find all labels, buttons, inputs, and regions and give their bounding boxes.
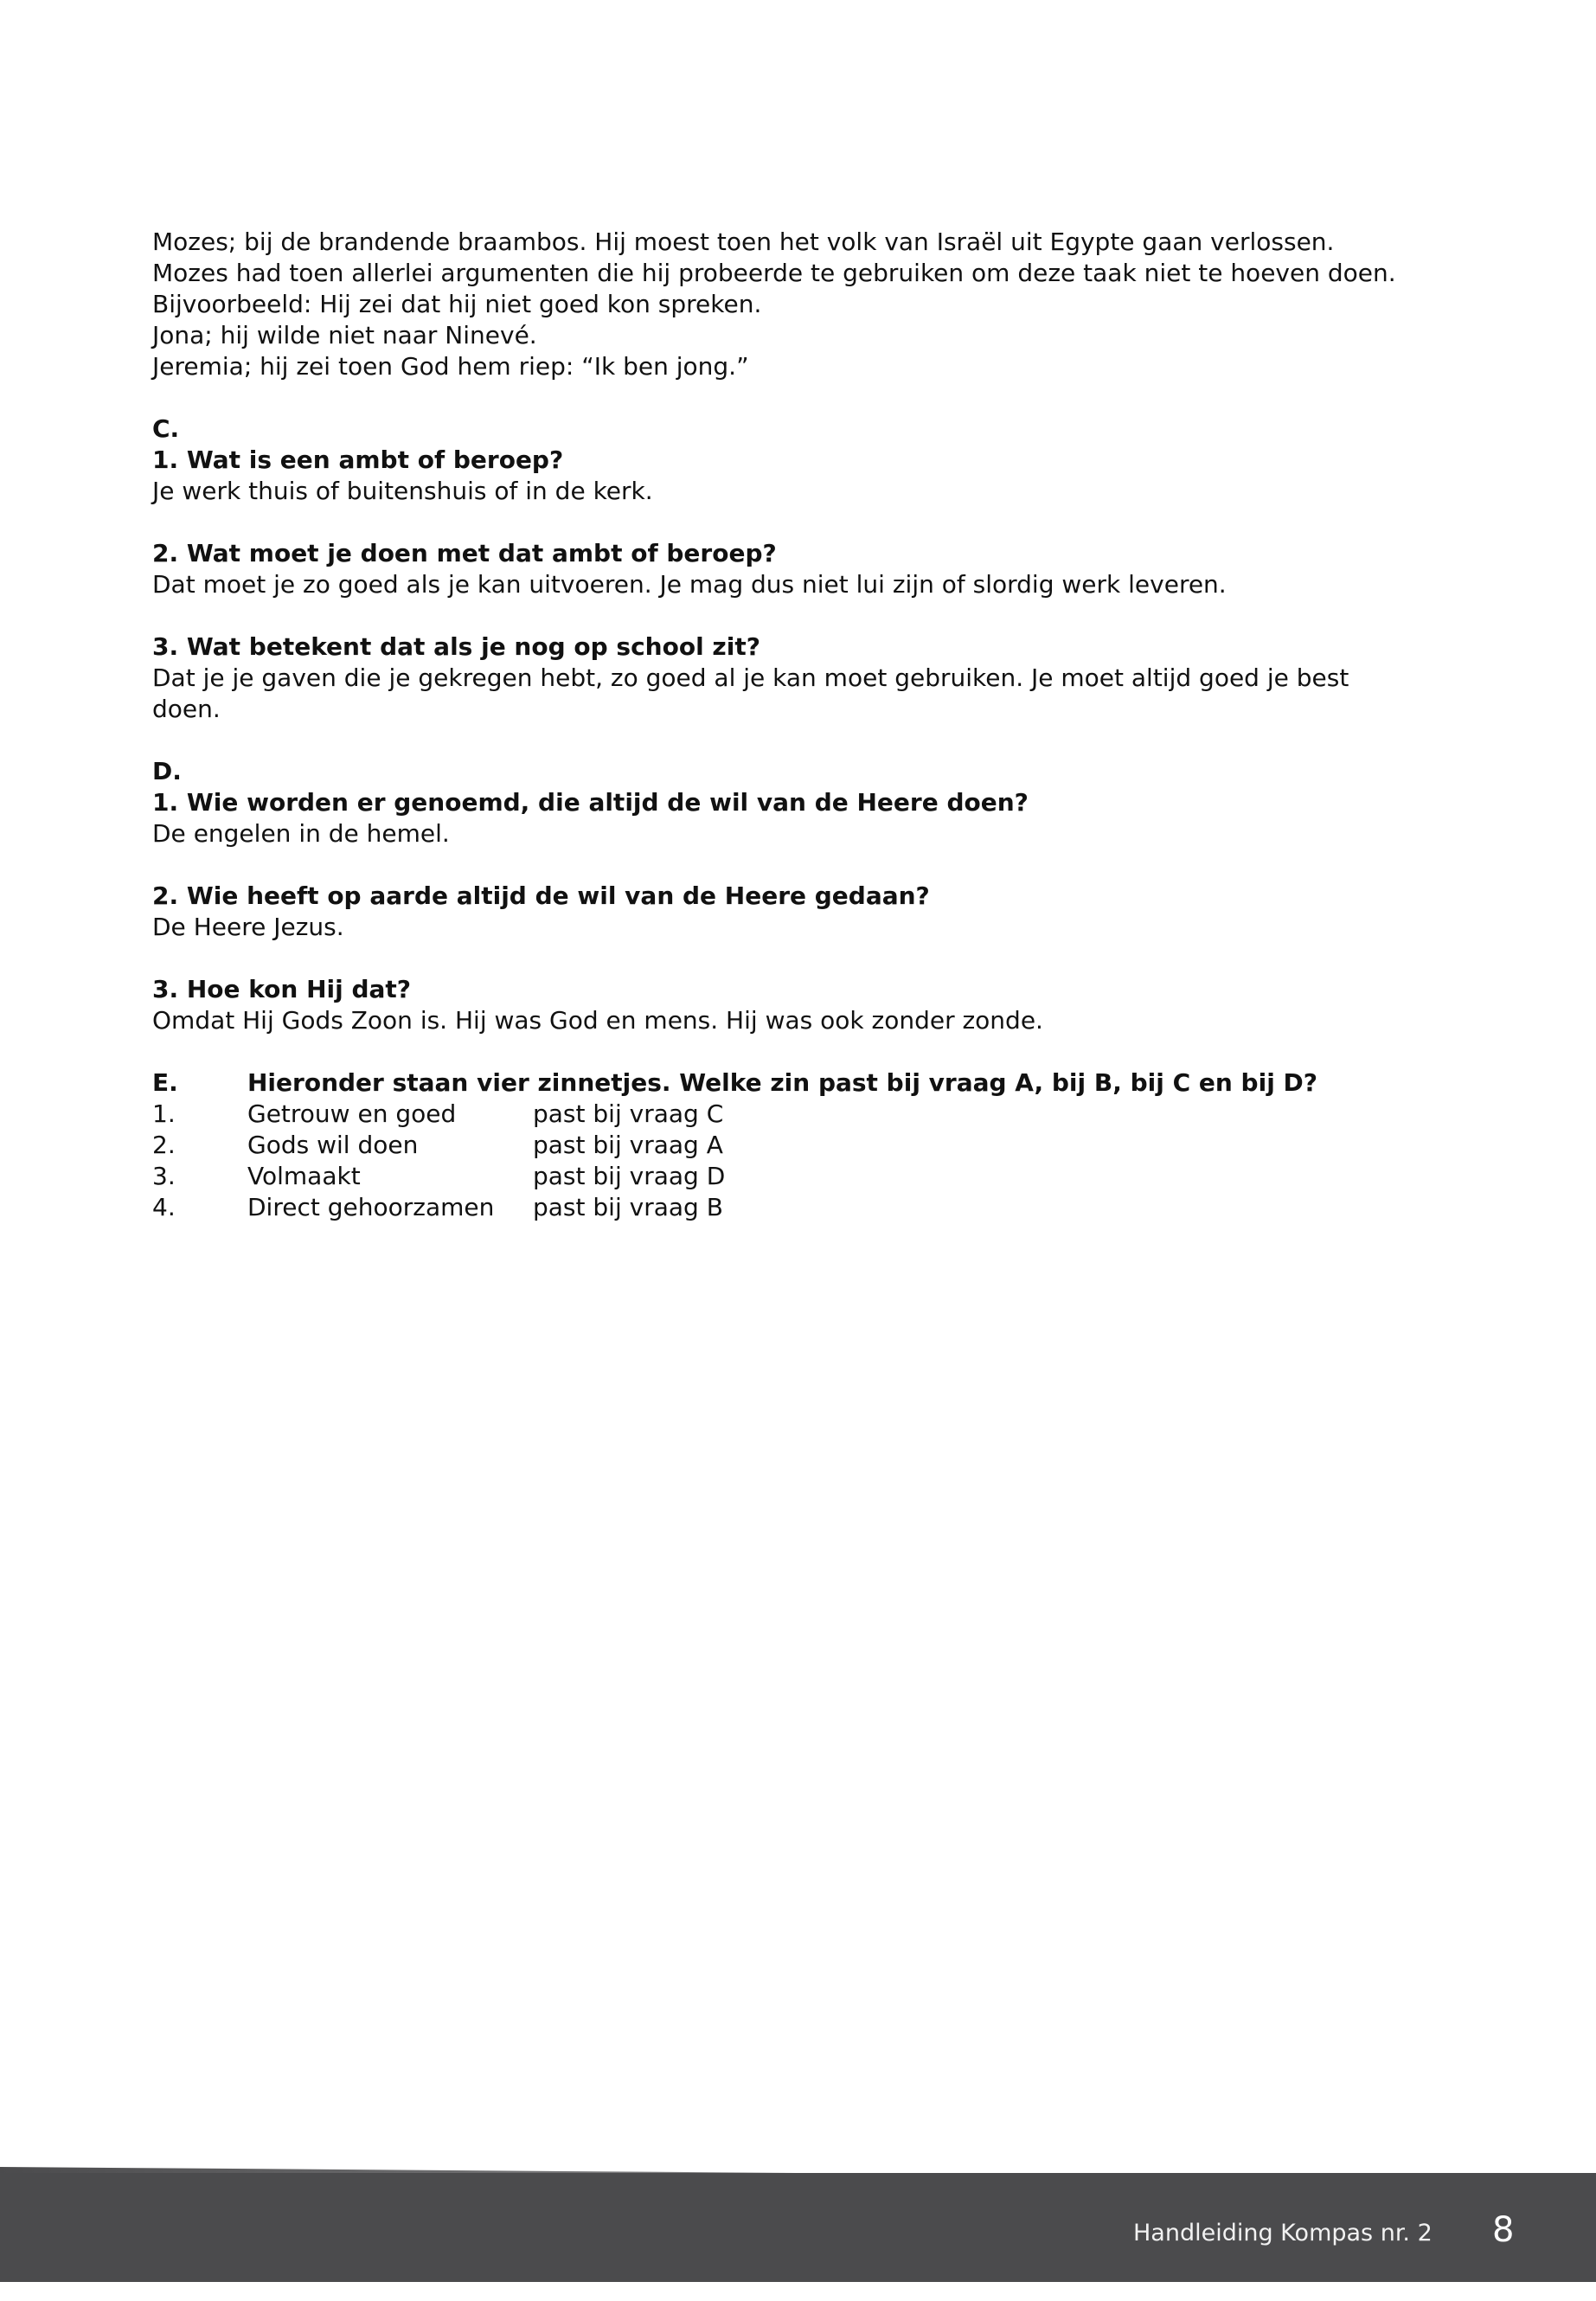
section-e-instruction: Hieronder staan vier zinnetjes. Welke zin past bij vraag A, bij B, bij C en bij D? (247, 1068, 1318, 1097)
list-item (152, 1099, 1450, 1130)
section-c-question-3: 3. Wat betekent dat als je nog op school zit? (152, 632, 760, 661)
section-c-answer-3-line-1: Dat je je gaven die je gekregen hebt, zo goed al je kan moet gebruiken. Je moet altijd goed je best (152, 663, 1349, 692)
spacer (152, 1036, 1450, 1067)
section-e-header (152, 1067, 1450, 1099)
section-d-answer-2: De Heere Jezus. (152, 913, 344, 941)
section-c-answer-3-line-2: doen. (152, 695, 221, 723)
footer-title: Handleiding Kompas nr. 2 (1133, 2220, 1433, 2247)
list-item (152, 1161, 1450, 1192)
intro-line-4: Jona; hij wilde niet naar Ninevé. (152, 321, 537, 349)
section-c-question-2: 2. Wat moet je doen met dat ambt of beroep? (152, 539, 777, 567)
section-c-question-1: 1. Wat is een ambt of beroep? (152, 445, 564, 474)
section-d-question-2: 2. Wie heeft op aarde altijd de wil van de Heere gedaan? (152, 881, 930, 910)
page-content (152, 227, 1450, 1223)
intro-line-5: Jeremia; hij zei toen God hem riep: “Ik ben jong.” (152, 352, 749, 381)
section-c-answer-1: Je werk thuis of buitenshuis of in de kerk. (152, 477, 653, 505)
spacer (152, 382, 1450, 413)
section-d-answer-3: Omdat Hij Gods Zoon is. Hij was God en mens. Hij was ook zonder zonde. (152, 1006, 1043, 1035)
section-d-answer-1: De engelen in de hemel. (152, 819, 450, 848)
intro-line-3: Bijvoorbeeld: Hij zei dat hij niet goed kon spreken. (152, 290, 762, 318)
list-item (152, 1192, 1450, 1223)
list-item-number: 1. (152, 1099, 176, 1128)
list-item-number: 4. (152, 1193, 176, 1221)
list-item-text: Getrouw en goed (247, 1099, 457, 1128)
list-item-text: Direct gehoorzamen (247, 1193, 495, 1221)
section-d-question-3: 3. Hoe kon Hij dat? (152, 975, 412, 1003)
list-item-match: past bij vraag B (533, 1193, 723, 1221)
list-item-match: past bij vraag D (533, 1162, 726, 1190)
list-item-match: past bij vraag A (533, 1131, 723, 1159)
list-item-number: 2. (152, 1131, 176, 1159)
list-item-text: Volmaakt (247, 1162, 361, 1190)
section-c-answer-2: Dat moet je zo goed als je kan uitvoeren. Je mag dus niet lui zijn of slordig werk leveren. (152, 570, 1227, 599)
spacer (152, 600, 1450, 631)
intro-line-1: Mozes; bij de brandende braambos. Hij moest toen het volk van Israël uit Egypte gaan verlossen. (152, 228, 1335, 256)
page-number: 8 (1492, 2210, 1515, 2250)
section-d-question-1: 1. Wie worden er genoemd, die altijd de wil van de Heere doen? (152, 788, 1029, 817)
section-e-label: E. (152, 1068, 178, 1097)
spacer (152, 507, 1450, 538)
spacer (152, 849, 1450, 881)
spacer (152, 943, 1450, 974)
list-item-number: 3. (152, 1162, 176, 1190)
section-d-label: D. (152, 757, 182, 785)
list-item (152, 1130, 1450, 1161)
intro-line-2: Mozes had toen allerlei argumenten die hij probeerde te gebruiken om deze taak niet te hoeven doen. (152, 259, 1396, 287)
section-c-label: C. (152, 414, 180, 443)
list-item-text: Gods wil doen (247, 1131, 419, 1159)
list-item-match: past bij vraag C (533, 1099, 724, 1128)
spacer (152, 725, 1450, 756)
